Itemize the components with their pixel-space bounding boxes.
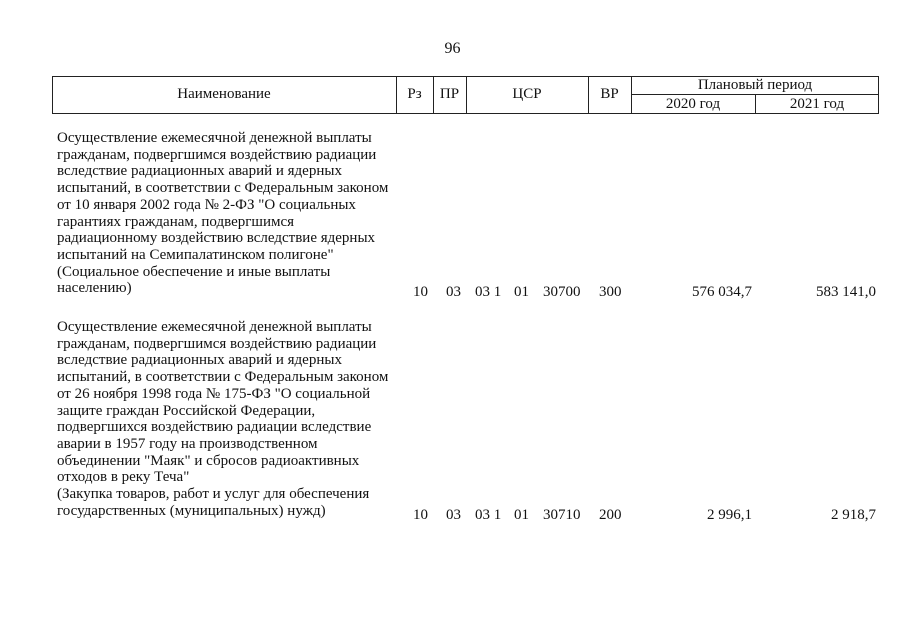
cell-amount-2021: 2 918,7 — [831, 507, 876, 523]
description-line: гарантиях гражданам, подвергшимся — [57, 213, 295, 230]
cell-csr-subprogram: 01 — [514, 507, 529, 523]
description-line: радиационному воздействию вследствие ядерных — [57, 230, 376, 247]
cell-pr: 03 — [446, 284, 461, 300]
cell-pr: 03 — [446, 507, 461, 523]
header-rz: Рз — [407, 86, 422, 102]
description-line: защите граждан Российской Федерации, — [57, 402, 316, 419]
row-description — [57, 130, 402, 297]
cell-csr-direction: 30700 — [543, 284, 581, 300]
description-line: испытаний на Семипалатинском полигоне" — [57, 246, 334, 263]
description-line: испытаний, в соответствии с Федеральным законом — [57, 369, 389, 386]
header-csr: ЦСР — [512, 86, 542, 102]
header-name: Наименование — [177, 86, 271, 102]
description-line: (Закупка товаров, работ и услуг для обеспечения — [57, 486, 370, 503]
description-line: вследствие радиационных аварий и ядерных — [57, 163, 342, 180]
cell-csr-program: 03 1 — [475, 284, 502, 300]
description-line: отходов в реку Теча" — [57, 469, 190, 486]
description-line: от 26 ноября 1998 года № 175-ФЗ "О социальной — [57, 385, 371, 402]
cell-rz: 10 — [413, 507, 428, 523]
header-vr: ВР — [600, 86, 619, 102]
cell-csr-direction: 30710 — [543, 507, 581, 523]
description-line: Осуществление ежемесячной денежной выплаты — [57, 130, 372, 146]
description-line: государственных (муниципальных) нужд) — [57, 502, 326, 519]
description-line: (Социальное обеспечение и иные выплаты — [57, 263, 331, 280]
table-header — [52, 76, 879, 114]
row-description — [57, 319, 402, 519]
cell-amount-2021: 583 141,0 — [816, 284, 876, 300]
description-line: подвергшихся воздействию радиации вследствие — [57, 419, 372, 436]
cell-csr-program: 03 1 — [475, 507, 502, 523]
header-year-2020: 2020 год — [665, 96, 721, 112]
description-line: гражданам, подвергшимся воздействию радиации — [57, 335, 377, 352]
cell-vr: 300 — [599, 284, 622, 300]
header-year-2021: 2021 год — [789, 96, 845, 112]
description-line: Осуществление ежемесячной денежной выплаты — [57, 319, 372, 335]
cell-csr-subprogram: 01 — [514, 284, 529, 300]
description-line: объединении "Маяк" и сбросов радиоактивных — [57, 452, 360, 469]
description-line: от 10 января 2002 года № 2-ФЗ "О социальных — [57, 196, 356, 213]
description-line: населению) — [57, 280, 132, 297]
description-line: вследствие радиационных аварий и ядерных — [57, 352, 342, 369]
header-pr: ПР — [439, 86, 460, 102]
page-number: 96 — [444, 40, 461, 57]
cell-vr: 200 — [599, 507, 622, 523]
header-planned-period: Плановый период — [697, 77, 813, 93]
cell-amount-2020: 2 996,1 — [707, 507, 752, 523]
description-line: аварии в 1957 году на производственном — [57, 435, 318, 452]
cell-rz: 10 — [413, 284, 428, 300]
description-line: испытаний, в соответствии с Федеральным законом — [57, 180, 389, 197]
cell-amount-2020: 576 034,7 — [692, 284, 752, 300]
description-line: гражданам, подвергшимся воздействию радиации — [57, 146, 377, 163]
